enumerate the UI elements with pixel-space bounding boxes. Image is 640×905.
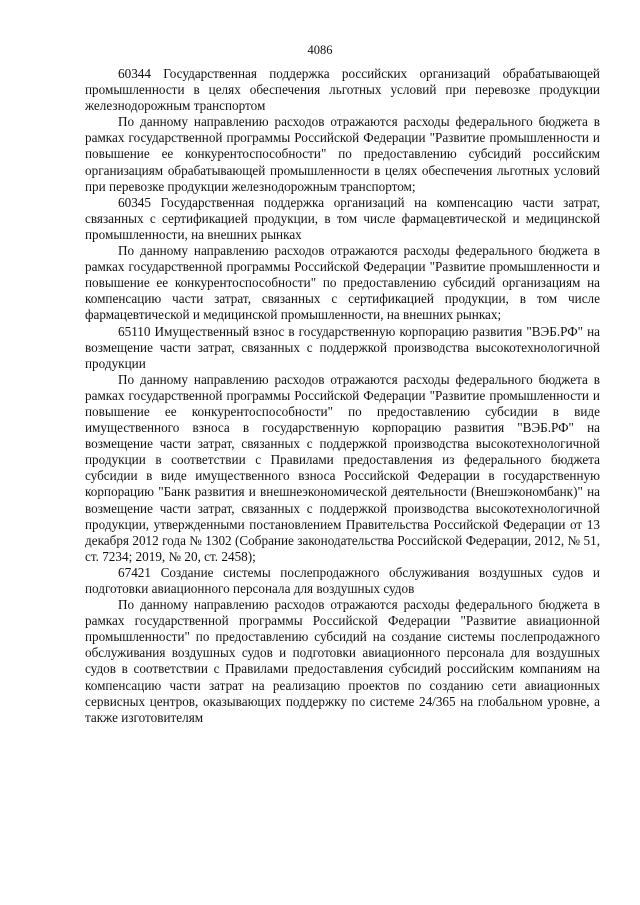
- paragraph-67421-heading: 67421 Создание системы послепродажного обслуживания воздушных судов и подготовки авиационного персонала для воздушных судов: [85, 564, 600, 596]
- paragraph-60345-description: По данному направлению расходов отражаются расходы федерального бюджета в рамках государственной программы Российской Федерации "Развитие промышленности и повышение ее конкурентоспособности" по предоставлению субсидий организациям на компенсацию части затрат, связанных с сертификацией продукции, в том числе фармацевтической и медицинской промышленности, на внешних рынках;: [85, 243, 600, 323]
- paragraph-60344-description: По данному направлению расходов отражаются расходы федерального бюджета в рамках государственной программы Российской Федерации "Развитие промышленности и повышение ее конкурентоспособности" по предоставлению субсидий российским организациям обрабатывающей промышленности в целях обеспечения льготных условий при перевозке продукции железнодорожным транспортом;: [85, 114, 600, 194]
- paragraph-65110-description: По данному направлению расходов отражаются расходы федерального бюджета в рамках государственной программы Российской Федерации "Развитие промышленности и повышение ее конкурентоспособности" по предоставлению субсидии в виде имущественного взноса в государственную корпорацию развития "ВЭБ.РФ" на возмещение части затрат, связанных с поддержкой производства высокотехнологичной продукции в соответствии с Правилами предоставления из федерального бюджета субсидии в виде имущественного взноса Российской Федерации в государственную корпорацию "Банк развития и внешнеэкономической деятельности (Внешэкономбанк)" на возмещение части затрат, связанных с поддержкой производства высокотехнологичной продукции, утвержденными постановлением Правительства Российской Федерации от 13 декабря 2012 года № 1302 (Собрание законодательства Российской Федерации, 2012, № 51, ст. 7234; 2019, № 20, ст. 2458);: [85, 371, 600, 564]
- page-number: 4086: [307, 43, 333, 57]
- paragraph-60344-heading: 60344 Государственная поддержка российских организаций обрабатывающей промышленности в целях обеспечения льготных условий при перевозке продукции железнодорожным транспортом: [85, 66, 600, 114]
- paragraph-67421-description: По данному направлению расходов отражаются расходы федерального бюджета в рамках государственной программы Российской Федерации "Развитие авиационной промышленности" по предоставлению субсидий на создание системы послепродажного обслуживания воздушных судов и подготовки авиационного персонала для воздушных судов в соответствии с Правилами предоставления субсидий российским компаниям на компенсацию части затрат на реализацию проектов по созданию сети авиационных сервисных центров, оказывающих поддержку по системе 24/365 на глобальном уровне, а также изготовителям: [85, 597, 600, 725]
- paragraph-65110-heading: 65110 Имущественный взнос в государственную корпорацию развития "ВЭБ.РФ" на возмещение части затрат, связанных с поддержкой производства высокотехнологичной продукции: [85, 323, 600, 371]
- document-body: [85, 66, 600, 726]
- paragraph-60345-heading: 60345 Государственная поддержка организаций на компенсацию части затрат, связанных с сертификацией продукции, в том числе фармацевтической и медицинской промышленности, на внешних рынках: [85, 194, 600, 242]
